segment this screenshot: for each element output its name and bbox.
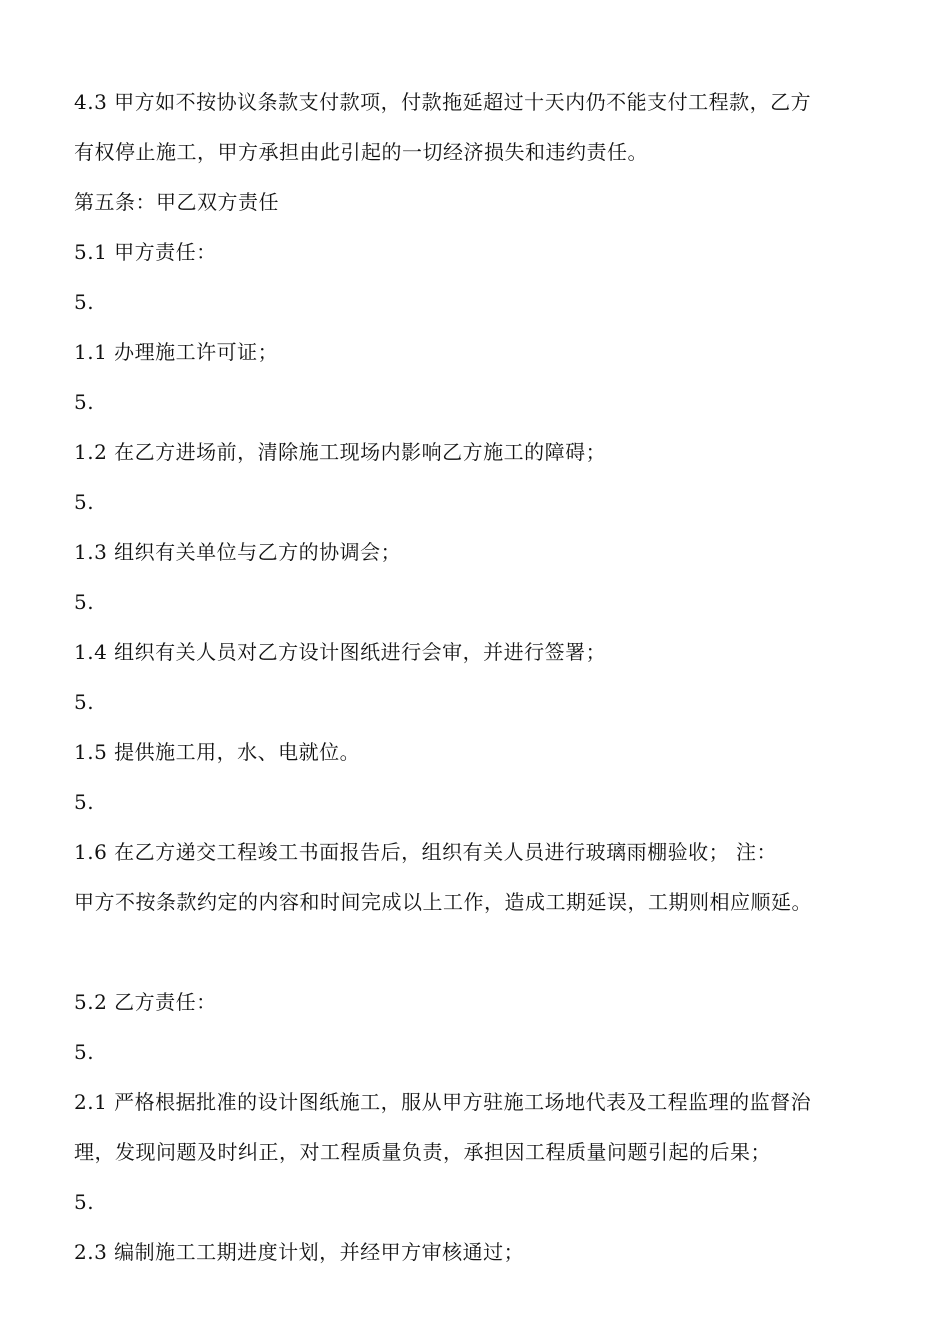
- text-line-5-prefix: 5.: [74, 1190, 95, 1214]
- text-line-5-prefix: 5.: [74, 590, 95, 614]
- text-line-5-prefix: 5.: [74, 390, 95, 414]
- text-line-1-3: 1.3 组织有关单位与乙方的协调会；: [74, 540, 402, 564]
- text-line-4-3-a: 4.3 甲方如不按协议条款支付款项，付款拖延超过十天内仍不能支付工程款，乙方: [74, 90, 812, 114]
- text-line-5-prefix: 5.: [74, 490, 95, 514]
- text-line-2-1-b: 理，发现问题及时纠正，对工程质量负责，承担因工程质量问题引起的后果；: [74, 1140, 771, 1164]
- text-line-5-prefix: 5.: [74, 290, 95, 314]
- text-line-note: 甲方不按条款约定的内容和时间完成以上工作，造成工期延误，工期则相应顺延。: [74, 890, 812, 914]
- text-line-1-5: 1.5 提供施工用，水、电就位。: [74, 740, 361, 764]
- text-line-1-1: 1.1 办理施工许可证；: [74, 340, 279, 364]
- text-line-5-prefix: 5.: [74, 1040, 95, 1064]
- text-line-5-prefix: 5.: [74, 690, 95, 714]
- text-line-5-prefix: 5.: [74, 790, 95, 814]
- text-line-2-3: 2.3 编制施工工期进度计划，并经甲方审核通过；: [74, 1240, 525, 1264]
- text-line-2-1-a: 2.1 严格根据批准的设计图纸施工，服从甲方驻施工场地代表及工程监理的监督治: [74, 1090, 812, 1114]
- subheading-5-1: 5.1 甲方责任：: [74, 240, 217, 264]
- text-line-1-2: 1.2 在乙方进场前，清除施工现场内影响乙方施工的障碍；: [74, 440, 607, 464]
- text-line-1-4: 1.4 组织有关人员对乙方设计图纸进行会审，并进行签署；: [74, 640, 607, 664]
- subheading-5-2: 5.2 乙方责任：: [74, 990, 217, 1014]
- text-line-1-6: 1.6 在乙方递交工程竣工书面报告后，组织有关人员进行玻璃雨棚验收； 注：: [74, 840, 778, 864]
- section-heading-5: 第五条：甲乙双方责任: [74, 190, 279, 214]
- text-line-4-3-b: 有权停止施工，甲方承担由此引起的一切经济损失和违约责任。: [74, 140, 648, 164]
